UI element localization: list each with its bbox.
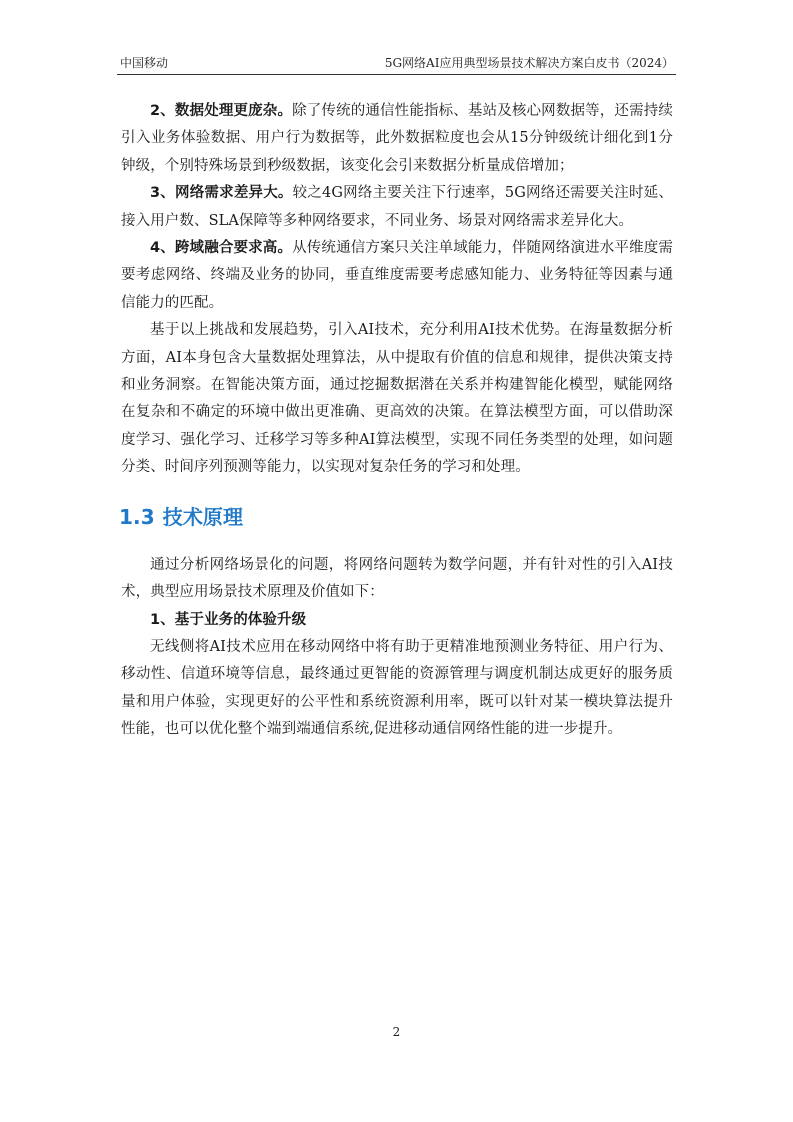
challenge-paragraph bbox=[121, 180, 673, 235]
section-number: 1.3 bbox=[119, 504, 155, 529]
challenge-title: 2、数据处理更庞杂。 bbox=[150, 103, 293, 119]
page-body bbox=[121, 98, 673, 744]
challenge-text: 从传统通信方案只关注单域能力，伴随网络演进水平维度需要考虑网络、终端及业务的协同，垂直维度需要考虑感知能力、业务特征等因素与通信能力的匹配。 bbox=[121, 240, 673, 311]
intro-paragraph: 基于以上挑战和发展趋势，引入AI技术，充分利用AI技术优势。在海量数据分析方面，AI本身包含大量数据处理算法，从中提取有价值的信息和规律，提供决策支持和业务洞察。在智能决策方面，通过挖掘数据潜在关系并构建智能化模型，赋能网络在复杂和不确定的环境中做出更准确、更高效的决策。在算法模型方面，可以借助深度学习、强化学习、迁移学习等多种AI算法模型，实现不同任务类型的处理，如问题分类、时间序列预测等能力，以实现对复杂任务的学习和处理。 bbox=[121, 322, 673, 476]
challenge-paragraph bbox=[121, 98, 673, 180]
challenge-paragraph bbox=[121, 235, 673, 317]
challenge-text: 较之4G网络主要关注下行速率，5G网络还需要关注时延、接入用户数、SLA保障等多种网络要求，不同业务、场景对网络需求差异化大。 bbox=[121, 185, 673, 229]
subsection-body-paragraph: 无线侧将AI技术应用在移动网络中将有助于更精准地预测业务特征、用户行为、移动性、信道环境等信息，最终通过更智能的资源管理与调度机制达成更好的服务质量和用户体验，实现更好的公平性和系统资源利用率，既可以针对某一模块算法提升性能，也可以优化整个端到端通信系统,促进移动通信网络性能的进一步提升。 bbox=[121, 638, 673, 738]
page-header bbox=[117, 54, 676, 75]
header-document-title: 5G网络AI应用典型场景技术解决方案白皮书（2024） bbox=[384, 56, 674, 70]
page-number: 2 bbox=[392, 1025, 401, 1039]
challenge-title: 3、网络需求差异大。 bbox=[150, 185, 293, 202]
header-company: 中国移动 bbox=[120, 56, 169, 70]
section-lead-paragraph: 通过分析网络场景化的问题，将网络问题转为数学问题，并有针对性的引入AI技术，典型应用场景技术原理及价值如下： bbox=[121, 556, 673, 601]
challenge-text: 除了传统的通信性能指标、基站及核心网数据等，还需持续引入业务体验数据、用户行为数据等，此外数据粒度也会从15分钟级统计细化到1分钟级，个别特殊场景到秒级数据，该变化会引来数据分析量成倍增加； bbox=[121, 103, 673, 174]
section-heading bbox=[119, 502, 673, 532]
challenge-title: 4、跨域融合要求高。 bbox=[150, 240, 293, 257]
subsection-heading: 1、基于业务的体验升级 bbox=[150, 611, 307, 628]
section-title: 技术原理 bbox=[162, 504, 244, 529]
